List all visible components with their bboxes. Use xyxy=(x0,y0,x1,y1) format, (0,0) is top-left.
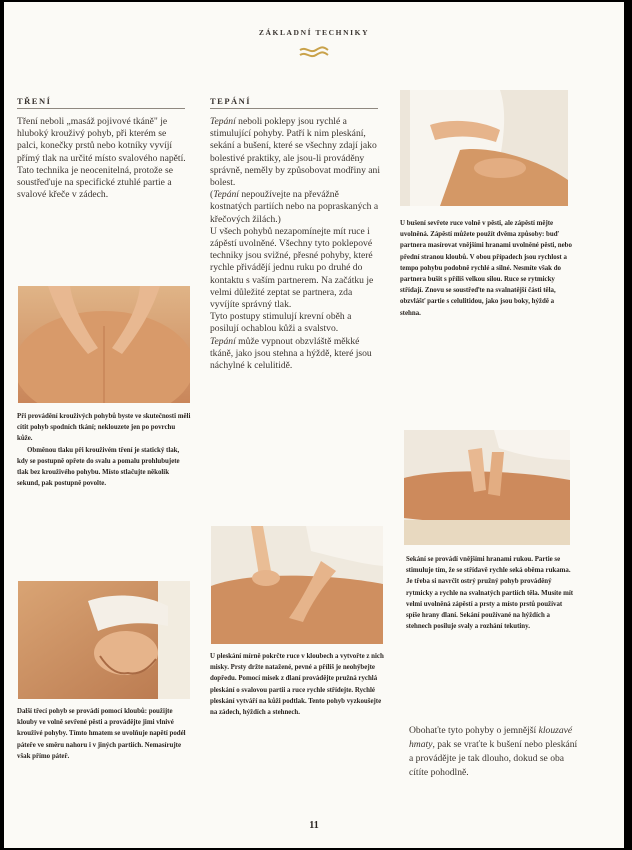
wave-ornament-icon xyxy=(298,45,330,59)
caption-circular-friction-p1: Při provádění krouživých pohybů byste ve skutečnosti měli cítit pohyb spodních tkání; neklouzete jen po povrchu kůže. xyxy=(17,413,191,443)
tepani-paragraph-2 xyxy=(210,189,382,226)
tepani-paragraph-1-rest: neboli poklepy jsou rychlé a stimulující pohyby. Patří k nim pleskání, sekání a bušení, které se všechny zdají jako bolestivé praktiky, ale jsou-li prováděny správně, neměly by způsobovat modřiny ani bolest. xyxy=(210,116,380,189)
photo-knuckle-friction xyxy=(18,581,190,699)
tepani-divider xyxy=(210,108,378,109)
tepani-paragraph-3: U všech pohybů nezapomínejte mít ruce i zápěstí uvolněné. Všechny tyto poklepové techniky jsou svižné, přesné pohyby, které rychle přivádějí jednu ruku po druhé do kontaktu s vaším partnerem. Na začátku je velmi důležité zeptat se partnera, zda vyvíjíte správný tlak. xyxy=(210,225,374,311)
caption-static-pressure: Obměnou tlaku při krouživém tření je statický tlak, kdy se postupně opřete do svalu a pomalu prohlubujete tlak bez krouživého pohybu. Místo stlačujte několik sekund, pak postupně povolte. xyxy=(17,446,180,488)
tepani-term-2: Tepání xyxy=(213,189,239,201)
photo-pounding xyxy=(400,90,568,206)
caption-cupping: U pleskání mírně pokrčte ruce v kloubech a vytvořte z nich misky. Prsty držte natažené, pevné a příliš je neohýbejte dopředu. Pomocí misek z dlaní provádějte pružná rychlá pleskání o svalovou partii a ruce rychle střídejte. Rychlé pleskání vytváří na kůži podtlak. Tento pohyb vyzkoušejte na zádech, hýždích a stehnech. xyxy=(210,653,384,717)
closing-note xyxy=(409,724,579,780)
tepani-heading: TEPÁNÍ xyxy=(210,96,252,106)
photo-hacking-hands-icon xyxy=(404,430,570,545)
photo-hacking xyxy=(404,430,570,545)
page xyxy=(4,2,624,848)
caption-pounding: U bušení sevřete ruce volně v pěsti, ale zápěstí mějte uvolněná. Zápěstí můžete použít dvěma způsoby: buď partnera masírovat vnějšími hranami uvolněné pěsti, nebo přední stranou kloubů. V obou případech jsou rychlost a tempo pohybu podobně rychlé a silné. Nesmíte však do partnera bušit s příliš velkou silou. Ruce se rytmicky střídají. Znovu se soustřeďte na svalnatější části těla, obzvlášť partie s celulitidou, jako jsou boky, hýždě a stehna. xyxy=(400,220,572,317)
closing-note-pre: Obohaťte tyto pohyby o jemnější xyxy=(409,725,539,736)
caption-circular-friction xyxy=(17,411,191,489)
photo-knuckles-icon xyxy=(18,581,190,699)
treni-intro-text: Tření neboli „masáž pojivové tkáně" je hluboký krouživý pohyb, při kterém se palci, konečky prstů nebo kotníky vyvíjí přímý tlak na určité místo svalového napětí. Tato technika je neocenitelná, protože se soustřeďuje na specifické ztuhlé partie a svalové křeče v zádech. xyxy=(17,116,186,201)
tepani-paren: ( xyxy=(210,189,214,201)
tepani-term-1: Tepání xyxy=(210,116,236,127)
caption-hacking: Sekání se provádí vnějšími hranami rukou. Partie se stimuluje tím, že se střídavě rychle seká oběma rukama. Je třeba si navrčit ostrý pružný pohyb prováděný rytmicky a rychle na svalnatých partiích těla. Musíte mít velmi uvolněná zápěstí a prsty a místo prstů používat spíše hrany dlaní. Sekání používané na hýždích a stehnech posiluje svaly a rozhání tekutiny. xyxy=(406,556,574,631)
photo-back-thumbs-icon xyxy=(18,286,190,403)
photo-cupping xyxy=(211,526,383,644)
photo-circular-friction xyxy=(18,286,190,403)
caption-knuckle-friction: Další třecí pohyb se provádí pomocí kloubů: použijte klouby ve volně sevřené pěsti a provádějte jimi vlnivé krouživé pohyby. Tímto hmatem se uvolňuje napětí podél páteře ve směru nahoru i v jiných partiích. Nemasírujte však přímo páteř. xyxy=(17,708,186,760)
tepani-paragraph-2-rest: nepoužívejte na převážně kostnatých partiích nebo na popraskaných a křečových žilách.) xyxy=(210,189,379,225)
treni-heading: TŘENÍ xyxy=(17,96,52,106)
tepani-paragraph-5-rest: může vypnout obzvláště měkké tkáně, jako jsou stehna a hýždě, které jsou náchylné k celulitidě. xyxy=(210,335,372,372)
tepani-paragraph-5 xyxy=(210,336,382,373)
tepani-paragraph-1 xyxy=(210,116,382,189)
photo-pounding-fists-icon xyxy=(400,90,568,206)
closing-note-post: , pak se vraťte k bušení nebo pleskání a provádějte je tak dlouho, dokud se oba cítíte pohodlně. xyxy=(409,739,578,778)
tepani-term-3: Tepání xyxy=(210,335,236,347)
treni-divider xyxy=(17,108,185,109)
closing-note-term: klouzavé hmaty xyxy=(409,725,573,750)
photo-cupping-hands-icon xyxy=(211,526,383,644)
tepani-text xyxy=(210,116,382,372)
page-number: 11 xyxy=(309,820,319,831)
chapter-title: ZÁKLADNÍ TECHNIKY xyxy=(258,28,370,37)
tepani-paragraph-4: Tyto postupy stimulují krevní oběh a posilují ochablou kůži a svalstvo. xyxy=(210,311,352,335)
